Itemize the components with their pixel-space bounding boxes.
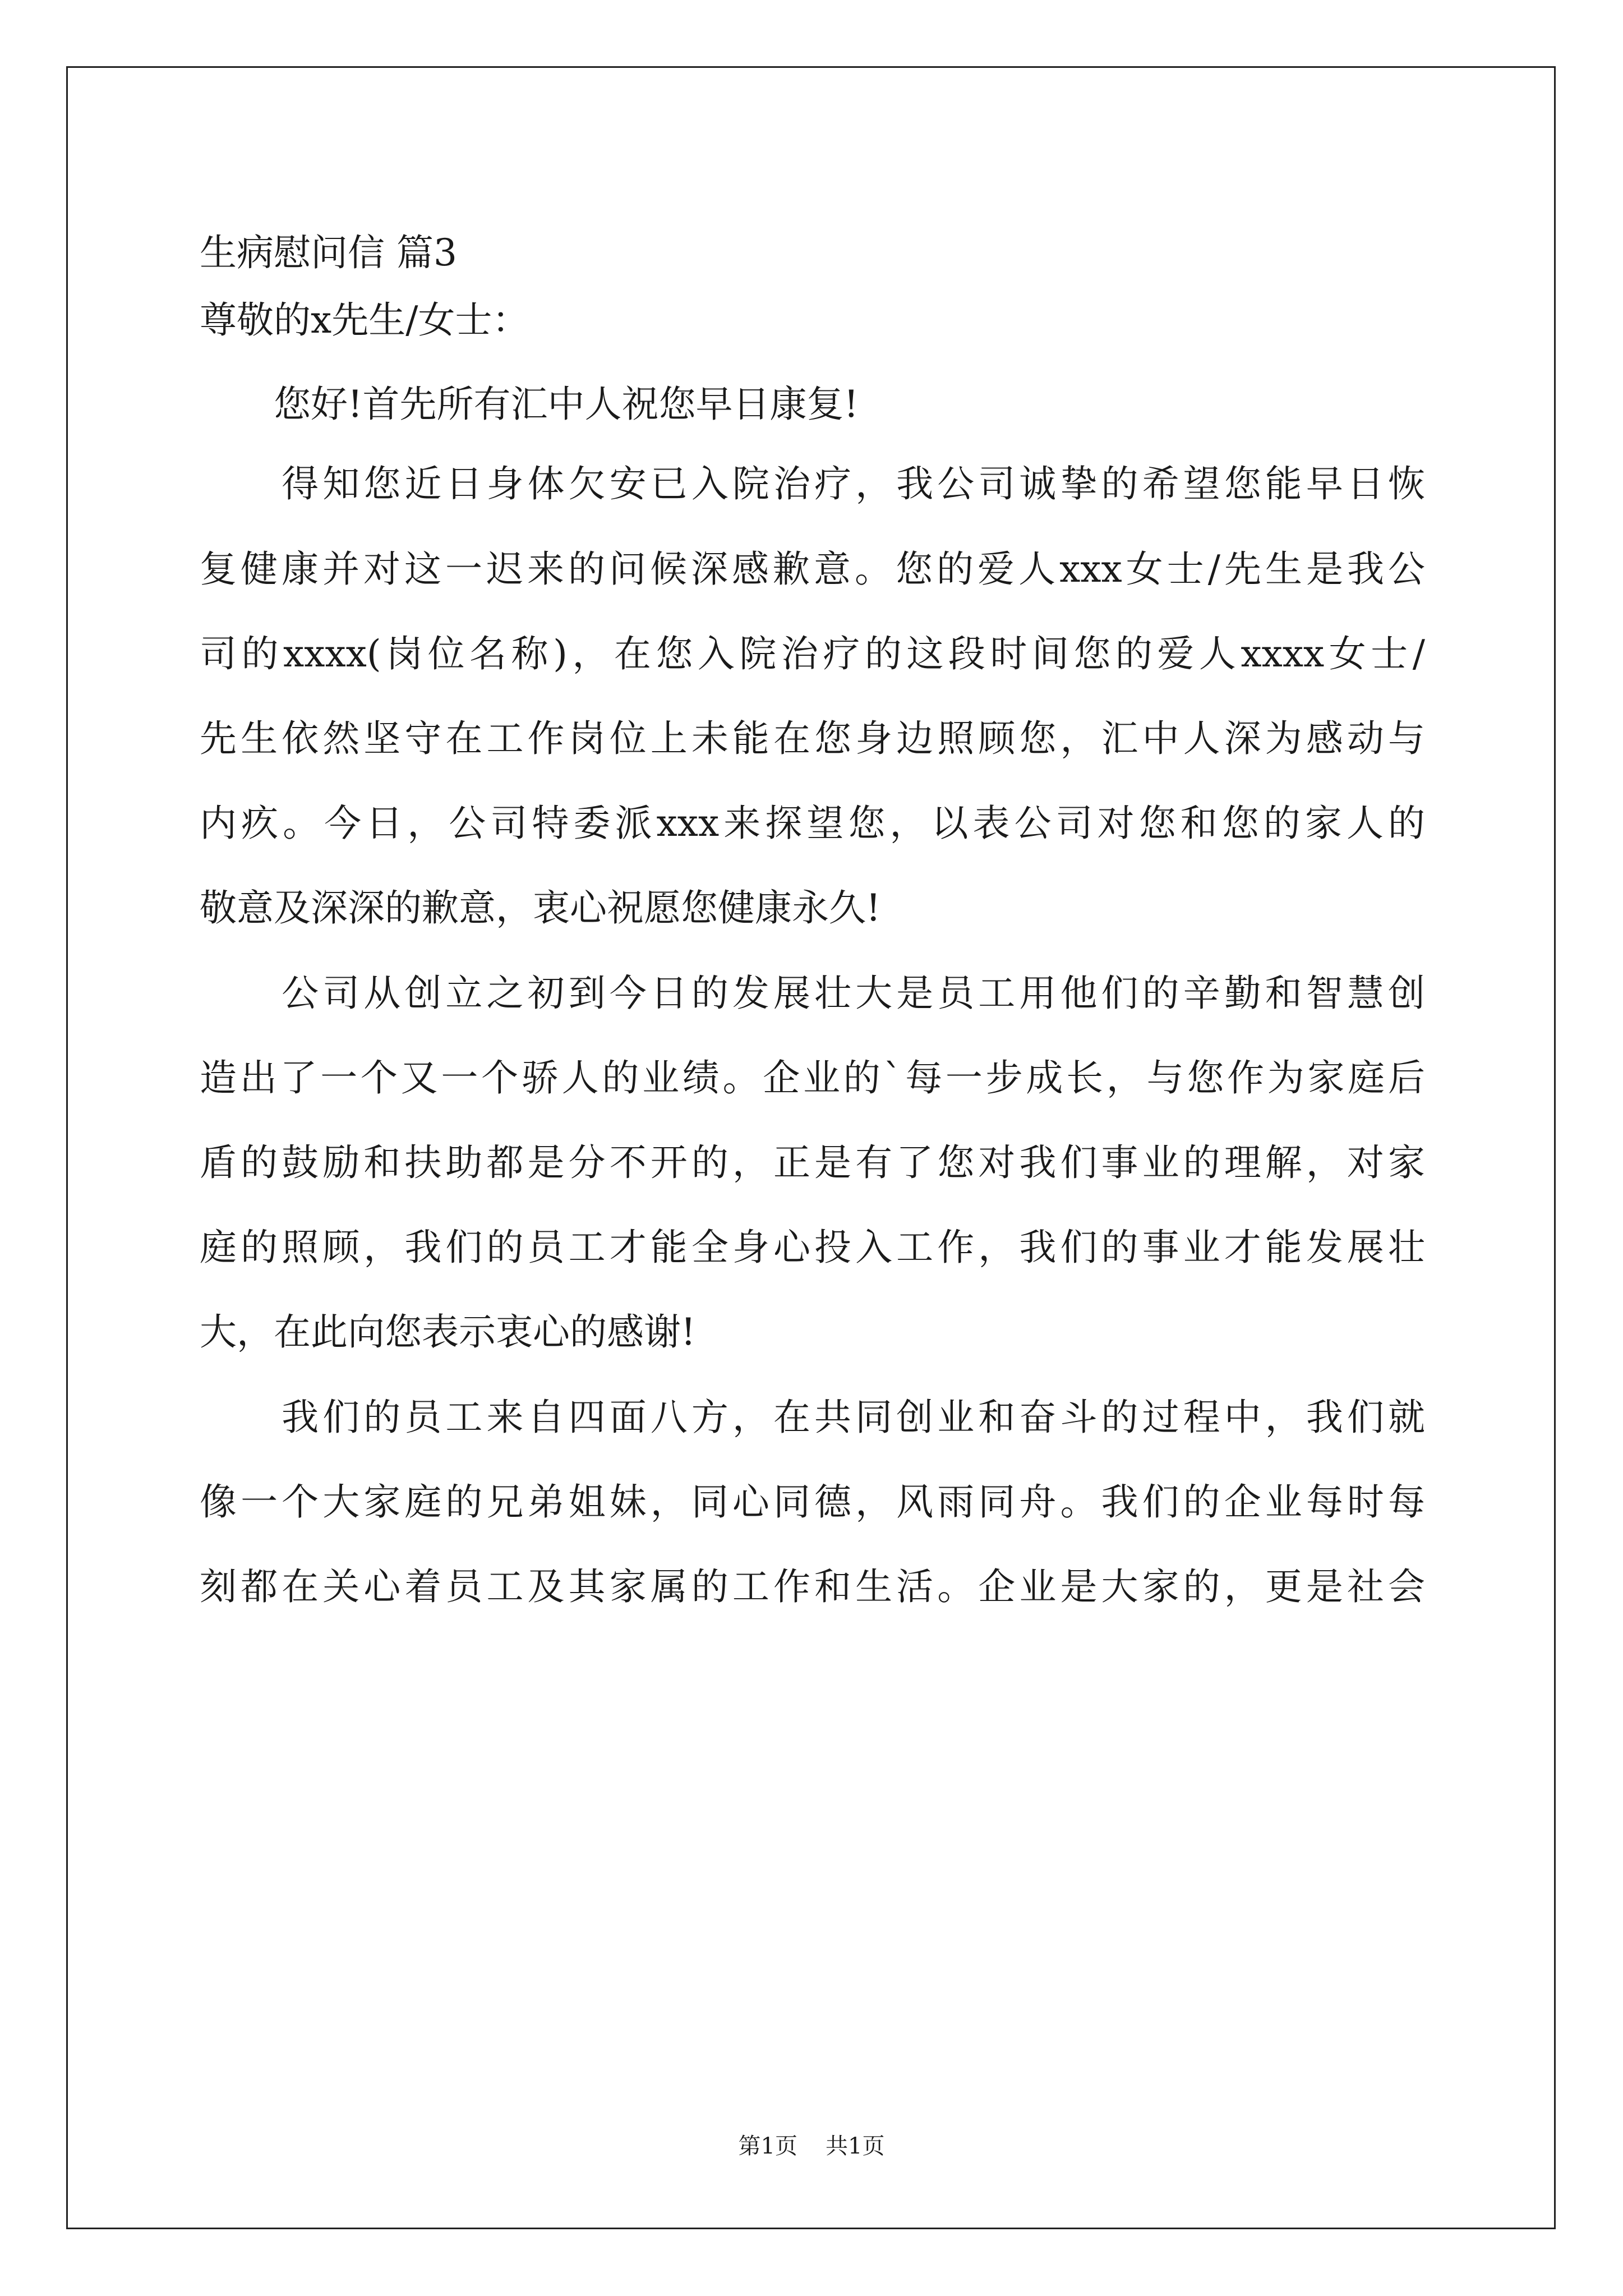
page-number-label: 第1页 bbox=[738, 2133, 797, 2159]
paragraph-line: 刻都在关心着员工及其家属的工作和生活。企业是大家的，更是社会 bbox=[200, 1565, 1425, 1608]
document-title: 生病慰问信 篇3 bbox=[200, 231, 457, 274]
paragraph-line: 盾的鼓励和扶助都是分不开的，正是有了您对我们事业的理解，对家 bbox=[200, 1141, 1425, 1184]
paragraph-line: 内疚。今日，公司特委派xxx来探望您，以表公司对您和您的家人的 bbox=[200, 802, 1425, 845]
paragraph-line: 司的xxxx(岗位名称)，在您入院治疗的这段时间您的爱人xxxx女士/ bbox=[200, 632, 1425, 675]
paragraph-line: 庭的照顾，我们的员工才能全身心投入工作，我们的事业才能发展壮 bbox=[200, 1226, 1425, 1269]
total-pages-label: 共1页 bbox=[826, 2133, 885, 2159]
paragraph-line: 复健康并对这一迟来的问候深感歉意。您的爱人xxx女士/先生是我公 bbox=[200, 547, 1425, 591]
page-footer bbox=[0, 2135, 1623, 2157]
paragraph-line: 先生依然坚守在工作岗位上未能在您身边照顾您，汇中人深为感动与 bbox=[200, 717, 1425, 760]
salutation: 尊敬的x先生/女士： bbox=[200, 298, 529, 342]
paragraph-line: 大，在此向您表示衷心的感谢! bbox=[200, 1310, 696, 1354]
paragraph-line: 我们的员工来自四面八方，在共同创业和奋斗的过程中，我们就 bbox=[200, 1396, 1425, 1439]
paragraph-line: 公司从创立之初到今日的发展壮大是员工用他们的辛勤和智慧创 bbox=[200, 972, 1425, 1015]
paragraph-line: 得知您近日身体欠安已入院治疗，我公司诚挚的希望您能早日恢 bbox=[200, 462, 1425, 505]
paragraph-line: 造出了一个又一个骄人的业绩。企业的`每一步成长，与您作为家庭后 bbox=[200, 1056, 1425, 1099]
paragraph-line: 像一个大家庭的兄弟姐妹，同心同德，风雨同舟。我们的企业每时每 bbox=[200, 1480, 1425, 1524]
paragraph-line: 敬意及深深的歉意，衷心祝愿您健康永久! bbox=[200, 886, 881, 930]
paragraph-line: 您好!首先所有汇中人祝您早日康复! bbox=[200, 383, 859, 426]
